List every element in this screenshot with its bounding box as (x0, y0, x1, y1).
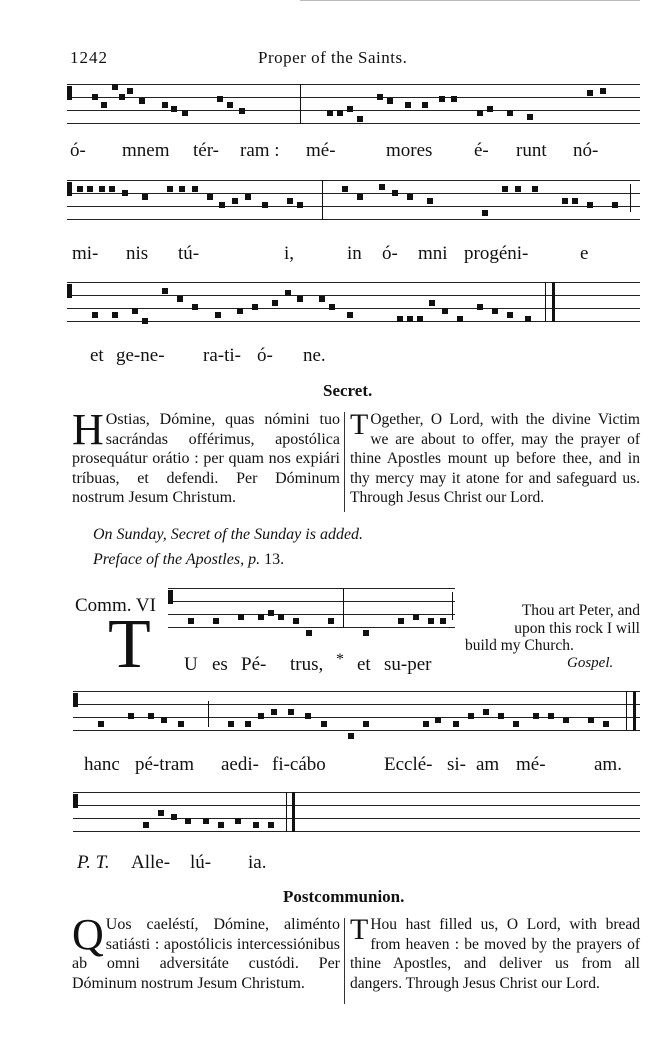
top-rule (300, 0, 640, 1)
lyric: ó- (257, 345, 273, 366)
lyric: e (580, 243, 589, 264)
lyric: runt (516, 140, 547, 161)
clef-sign (73, 693, 78, 707)
secret-heading: Secret. (323, 381, 373, 400)
postcommunion-latin-text: Uos caeléstí, Dómine, aliménto satiásti : apostólicis intercessiónibus ab omni adversitáte custódi. Per Dóminum nostrum Jesum Christum. (72, 916, 340, 992)
secret-english (350, 410, 640, 508)
lyric: mnem (122, 140, 170, 161)
secret-latin-text: Ostias, Dómine, quas nómini tuo sacrándas offérimus, apostólica prosequátur orátio : per quam nos expiári tríbuas, et defendi. Per Dóminum nostrum Jesum Christum. (72, 411, 340, 506)
lyric: mni (418, 243, 448, 264)
lyric: mi- (72, 243, 99, 264)
lyric: nó- (573, 140, 599, 161)
communion-translation: Thou art Peter, and upon this rock I will build my Church. (465, 602, 640, 654)
lyric-pt: P. T. (77, 852, 110, 873)
column-divider (344, 412, 345, 512)
lyric: su-per (384, 654, 432, 675)
lyric: et (90, 345, 104, 366)
lyric: es (212, 654, 228, 675)
lyric: é- (474, 140, 489, 161)
lyric: tú- (178, 243, 200, 264)
lyric: ra-ti- (203, 345, 241, 366)
drop-cap: T (350, 913, 369, 946)
lyric: pé-tram (135, 754, 195, 775)
lyric: si- (447, 754, 466, 775)
lyric: am. (594, 754, 622, 775)
lyric: et (357, 654, 371, 675)
lyric: mé- (516, 754, 546, 775)
column-divider (344, 918, 345, 1004)
rubric-sunday: On Sunday, Secret of the Sunday is added. (93, 526, 364, 543)
rubric-preface: Preface of the Apostles, p. 13. (93, 551, 285, 568)
lyric: ia. (248, 852, 267, 873)
secret-english-text: Ogether, O Lord, with the divine Victim we are about to offer, may the prayer of thine Apostles mount up before thee, and in thy mercy may it atone for and safeguard us. Through Jesus Christ our Lord. (350, 411, 640, 506)
lyric: mé- (306, 140, 336, 161)
postcommunion-english-text: Hou hast filled us, O Lord, with bread from heaven : be moved by the prayers of thine Apostles, and deliver us from all dangers. Through Jesus Christ our Lord. (350, 916, 640, 992)
clef-sign (168, 590, 173, 604)
lyric: ó- (70, 140, 86, 161)
page-number: 1242 (70, 48, 108, 67)
lyric: lú- (190, 852, 212, 873)
lyric: aedi- (221, 754, 259, 775)
lyric: i, (284, 243, 295, 264)
lyric: mores (386, 140, 433, 161)
lyric-asterisk: * (336, 651, 344, 668)
lyric: ram : (240, 140, 280, 161)
lyric: progéni- (464, 243, 529, 264)
secret-latin (72, 405, 340, 508)
clef-sign (67, 284, 72, 298)
clef-sign (67, 182, 72, 196)
lyric: U (184, 654, 198, 675)
drop-cap: Q (72, 910, 104, 959)
lyric: trus, (290, 654, 324, 675)
staff-2 (67, 180, 640, 220)
postcommunion-heading: Postcommunion. (283, 887, 405, 906)
communion-label: Comm. VI (75, 595, 156, 616)
lyric: Alle- (131, 852, 171, 873)
clef-sign (73, 794, 78, 808)
lyric: Ecclé- (384, 754, 433, 775)
staff-1 (67, 84, 640, 124)
clef-sign (67, 86, 72, 100)
lyric: am (476, 754, 500, 775)
running-title: Proper of the Saints. (258, 48, 408, 67)
lyric: in (347, 243, 362, 264)
staff-communion-2 (73, 691, 640, 731)
lyric: ó- (382, 243, 398, 264)
lyric: ge-ne- (116, 345, 165, 366)
staff-communion-1 (168, 588, 455, 628)
lyric: hanc (84, 754, 120, 775)
drop-cap: T (350, 408, 369, 441)
lyric: fi-cábo (272, 754, 326, 775)
staff-communion-3 (73, 792, 640, 832)
lyric: ne. (303, 345, 326, 366)
staff-3 (67, 282, 640, 322)
lyric: Pé- (241, 654, 267, 675)
postcommunion-english (350, 915, 640, 993)
communion-source: Gospel. (567, 655, 614, 671)
communion-initial: T (108, 606, 151, 683)
drop-cap: H (72, 405, 104, 454)
lyric: tér- (193, 140, 219, 161)
lyric: nis (126, 243, 149, 264)
postcommunion-latin (72, 910, 340, 993)
